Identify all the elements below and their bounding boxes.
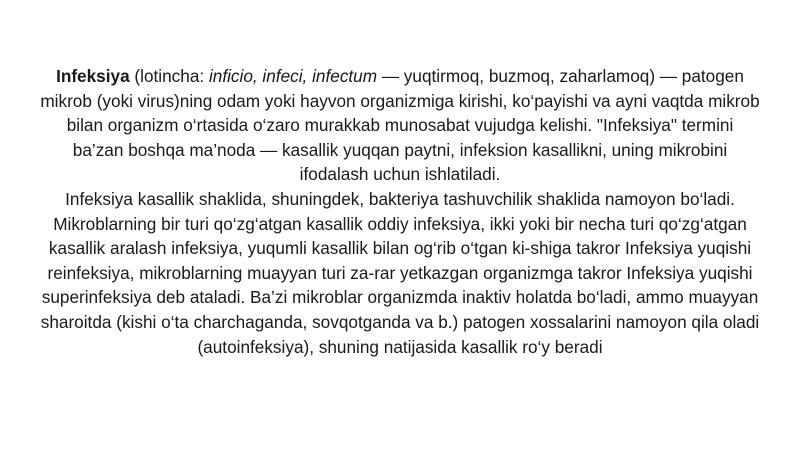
paragraph-definition	[40, 64, 760, 187]
paragraph-definition-rest: — yuqtirmoq, buzmoq, zaharlamoq) — patogen mikrob (yoki virus)ning odam yoki hayvon organizmiga kirishi, ko‘payishi va ayni vaqtda mikrob bilan organizm o‘rtasida o‘zaro murakkab munosabat vujudga kelishi. "Infeksiya" termini ba’zan boshqa ma’noda — kasallik yuqqan paytni, infeksion kasallikni, uning mikrobini ifodalash uchun ishlatiladi.	[40, 66, 760, 185]
paragraph-definition-lead: (lotincha:	[129, 66, 209, 86]
paragraph-forms: Infeksiya kasallik shaklida, shuningdek, bakteriya tashuvchilik shaklida namoyon bo‘ladi. Mikroblarning bir turi qo‘zg‘atgan kasallik oddiy infeksiya, ikki yoki bir necha turi qo‘zg‘atgan kasallik aralash infeksiya, yuqumli kasallik bilan og‘rib o‘tgan ki-shiga takror Infeksiya yuqishi reinfeksiya, mikroblarning muayyan turi za-rar yetkazgan organizmga takror Infeksiya yuqishi superinfeksiya deb ataladi. Ba’zi mikroblar organizmda inaktiv holatda bo‘ladi, ammo muayyan sharoitda (kishi o‘ta charchaganda, sovqotganda va b.) patogen xossalarini namoyon qila oladi (autoinfeksiya), shuning natijasida kasallik ro‘y beradi	[40, 188, 760, 357]
term-infeksiya: Infeksiya	[56, 66, 130, 86]
latin-words: inficio, infeci, infectum	[208, 66, 378, 86]
text-body	[40, 64, 760, 359]
